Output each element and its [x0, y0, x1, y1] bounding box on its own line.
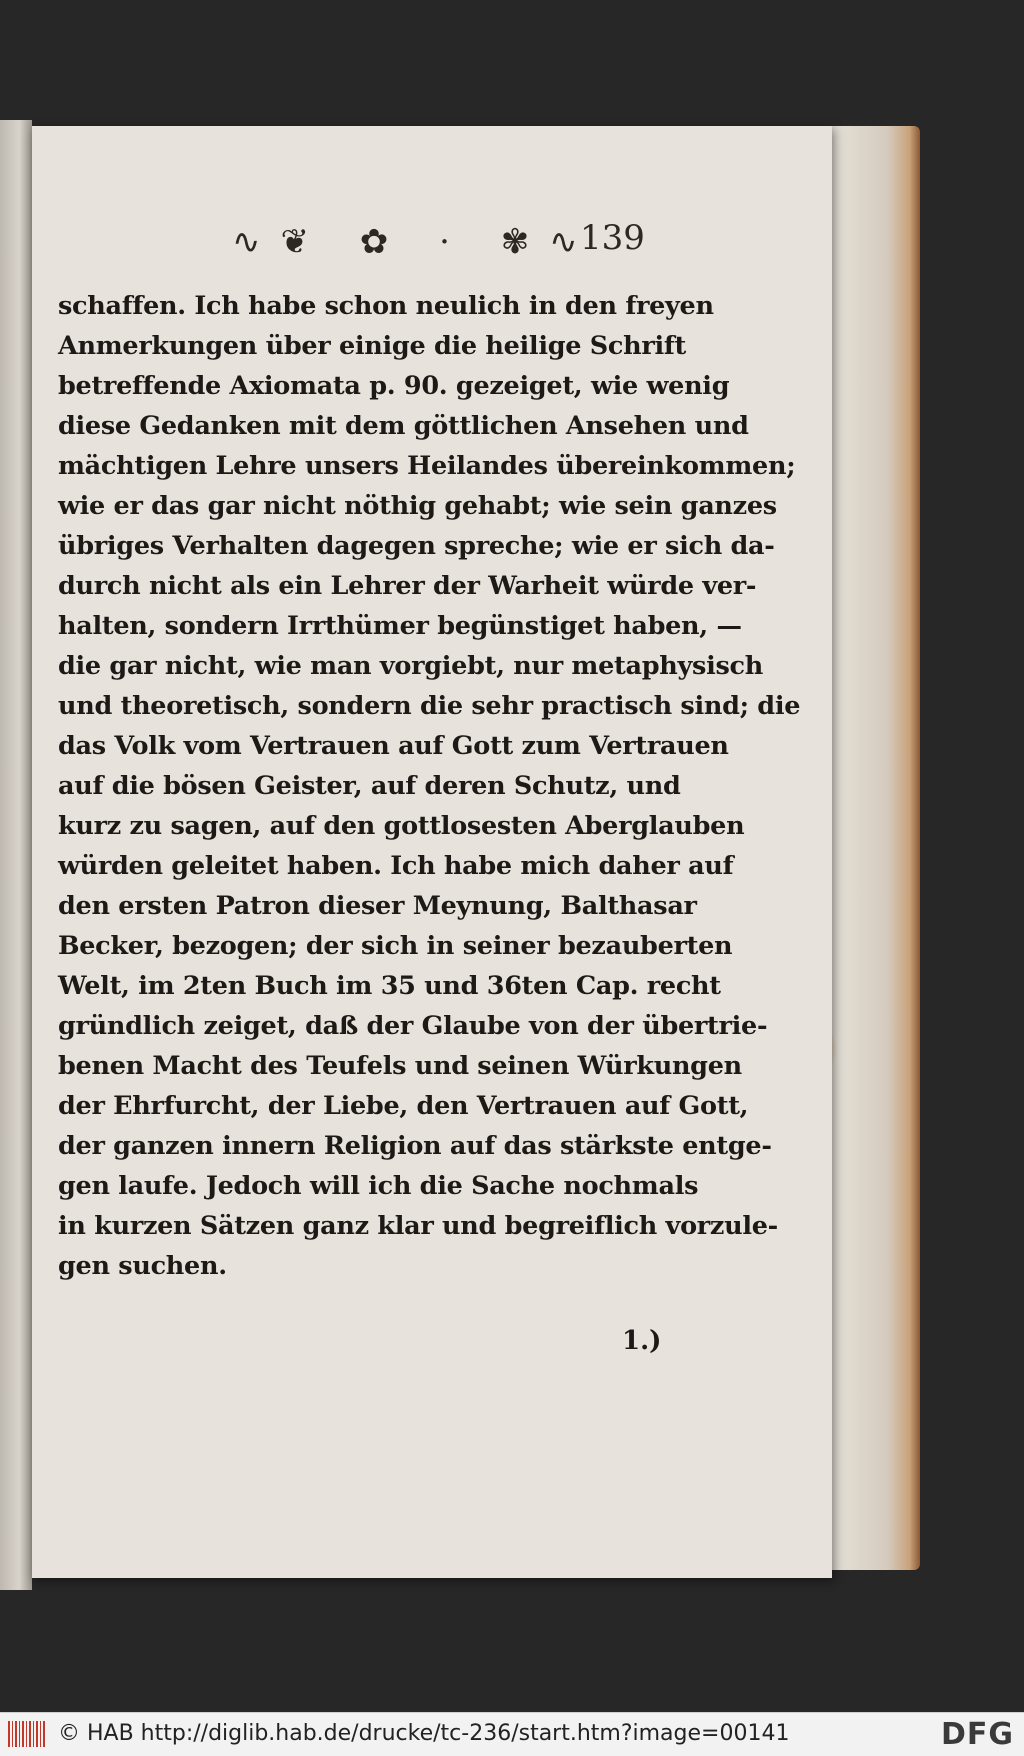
text-line: Becker, bezogen; der sich in seiner bezauberten	[58, 931, 733, 961]
text-line: halten, sondern Irrthümer begünstiget haben, —	[58, 611, 742, 641]
facing-page-edge	[0, 120, 32, 1590]
text-line: gen laufe. Jedoch will ich die Sache nochmals	[58, 1171, 699, 1201]
text-line: gen suchen.	[58, 1251, 227, 1281]
dfg-logo: DFG	[940, 1717, 1014, 1752]
text-line: das Volk vom Vertrauen auf Gott zum Vertrauen	[58, 731, 729, 761]
text-line: die gar nicht, wie man vorgiebt, nur metaphysisch	[58, 651, 763, 681]
book-page	[32, 126, 832, 1578]
text-line: kurz zu sagen, auf den gottlosesten Aberglauben	[58, 811, 745, 841]
barcode-icon	[8, 1721, 46, 1747]
text-line: der ganzen innern Religion auf das stärkste entge-	[58, 1131, 772, 1161]
text-line: gründlich zeiget, daß der Glaube von der übertrie-	[58, 1011, 768, 1041]
header-ornament: ∿❦ ✿ · ✾∿	[232, 222, 598, 262]
text-line: Anmerkungen über einige die heilige Schrift	[58, 331, 686, 361]
text-line: diese Gedanken mit dem göttlichen Ansehen und	[58, 411, 749, 441]
page-number: 139	[580, 218, 645, 258]
text-line: mächtigen Lehre unsers Heilandes übereinkommen;	[58, 451, 796, 481]
catchword: 1.)	[622, 1326, 662, 1356]
text-line: übriges Verhalten dagegen spreche; wie er sich da-	[58, 531, 775, 561]
body-text	[58, 286, 801, 1286]
text-line: und theoretisch, sondern die sehr practisch sind; die	[58, 691, 801, 721]
text-line: durch nicht als ein Lehrer der Warheit würde ver-	[58, 571, 757, 601]
text-line: betreffende Axiomata p. 90. gezeiget, wie wenig	[58, 371, 730, 401]
text-line: in kurzen Sätzen ganz klar und begreiflich vorzule-	[58, 1211, 778, 1241]
text-line: benen Macht des Teufels und seinen Würkungen	[58, 1051, 742, 1081]
text-line: Welt, im 2ten Buch im 35 und 36ten Cap. recht	[58, 971, 721, 1001]
text-line: den ersten Patron dieser Meynung, Balthasar	[58, 891, 697, 921]
text-line: schaffen. Ich habe schon neulich in den freyen	[58, 291, 714, 321]
text-line: auf die bösen Geister, auf deren Schutz, und	[58, 771, 681, 801]
source-link[interactable]: © HAB http://diglib.hab.de/drucke/tc-236/start.htm?image=00141	[58, 1721, 790, 1746]
footer-bar	[0, 1712, 1024, 1756]
text-line: würden geleitet haben. Ich habe mich daher auf	[58, 851, 734, 881]
text-line: wie er das gar nicht nöthig gehabt; wie sein ganzes	[58, 491, 777, 521]
text-line: der Ehrfurcht, der Liebe, den Vertrauen auf Gott,	[58, 1091, 749, 1121]
